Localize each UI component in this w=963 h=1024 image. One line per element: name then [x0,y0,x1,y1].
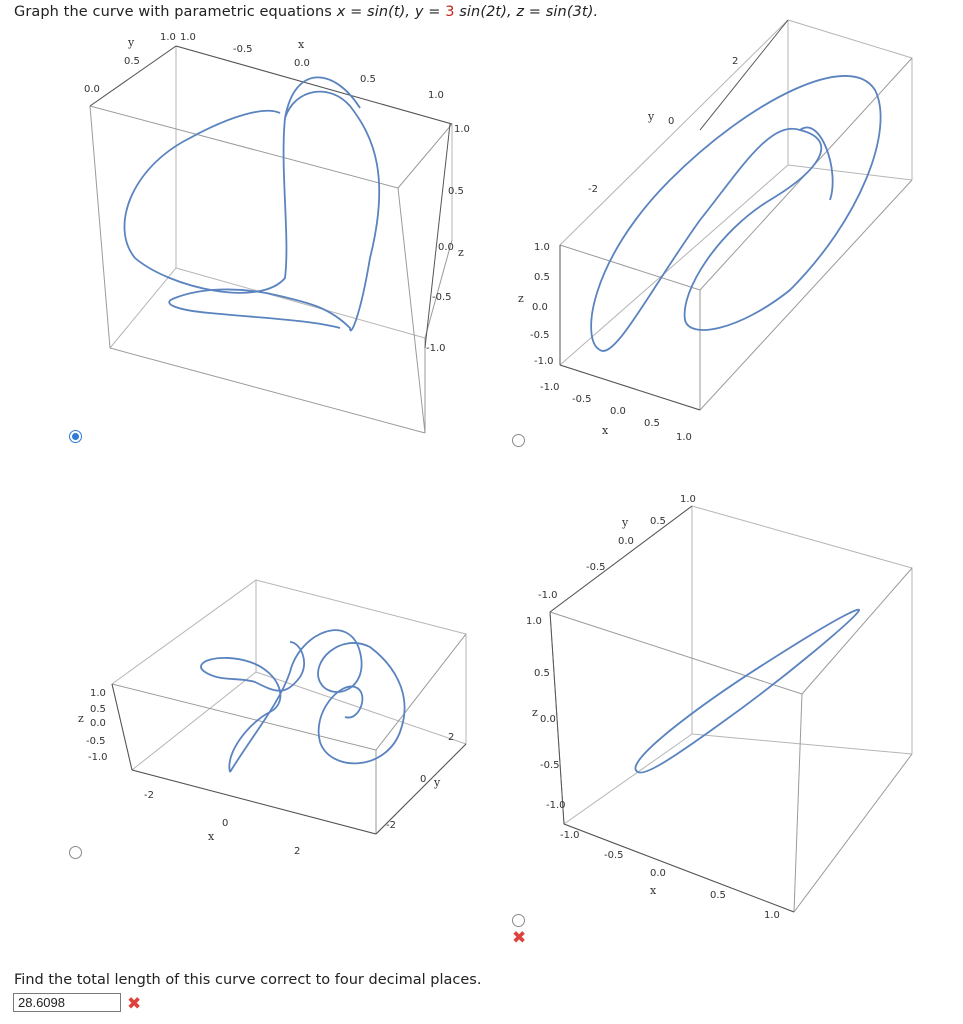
equation-y-post: sin(2t), [459,4,512,20]
plot-d-svg [520,494,920,924]
plot-a-top-tick: 1.0 [160,32,176,43]
plot-d-x-tick: -1.0 [560,830,580,841]
question-text [14,4,598,20]
plot-d-z-tick: -0.5 [540,760,560,771]
plot-b-z-tick: -1.0 [534,356,554,367]
equation-y-pre: y = [414,4,441,20]
plot-d-x-tick: 1.0 [764,910,780,921]
plot-a-z-tick: -0.5 [432,292,452,303]
plot-a-svg [80,28,480,433]
plot-b-x-tick: -1.0 [540,382,560,393]
plot-a-x-tick: 1.0 [428,90,444,101]
plot-b-z-tick: -0.5 [530,330,550,341]
plot-d-y-tick: 0.0 [618,536,634,547]
plot-c-y-tick: 2 [448,732,455,743]
plot-a-x-axis-label: x [298,38,305,51]
plot-b-svg [518,20,920,443]
plot-d-y-axis-label: y [622,516,629,529]
plot-b-y-tick: 0 [668,116,675,127]
plot-b-y-axis-label: y [648,110,655,123]
option-d-radio[interactable] [512,914,525,927]
plot-b-x-tick: 0.0 [610,406,626,417]
plot-a-y-tick: 0.5 [124,56,140,67]
plot-option-c [80,572,480,862]
plot-a-x-tick: -0.5 [233,44,253,55]
plot-d-x-tick: 0.5 [710,890,726,901]
plot-c-y-tick: 0 [420,774,427,785]
plot-a-z-tick: 1.0 [454,124,470,135]
plot-c-x-axis-label: x [208,830,215,843]
plot-a-top-tick: 1.0 [180,32,196,43]
plot-a-y-axis-label: y [128,36,135,49]
plot-c-x-tick: 2 [294,846,301,857]
plot-d-y-tick: 1.0 [680,494,696,505]
plot-b-x-axis-label: x [602,424,609,437]
plot-c-z-tick: -0.5 [86,736,106,747]
plot-option-a [80,28,480,433]
plot-d-y-tick: -0.5 [586,562,606,573]
plot-a-z-axis-label: z [458,246,464,259]
plot-c-z-tick: -1.0 [88,752,108,763]
option-b-radio[interactable] [512,434,525,447]
plot-d-z-tick: 0.5 [534,668,550,679]
plot-b-x-tick: 1.0 [676,432,692,443]
plot-option-b [518,20,920,443]
plot-d-z-axis-label: z [532,706,538,719]
plot-a-z-tick: 0.0 [438,242,454,253]
equation-y-coefficient: 3 [445,4,455,20]
plot-c-y-axis-label: y [434,776,441,789]
question-prefix: Graph the curve with parametric equations [14,4,332,20]
plot-c-z-tick: 0.0 [90,718,106,729]
plot-c-svg [80,572,480,862]
plot-d-z-tick: 0.0 [540,714,556,725]
part2-prompt: Find the total length of this curve correct to four decimal places. [14,972,482,988]
plot-c-x-tick: -2 [144,790,154,801]
plot-b-z-tick: 0.0 [532,302,548,313]
plot-b-y-tick: 2 [732,56,739,67]
plot-b-x-tick: -0.5 [572,394,592,405]
option-a-radio[interactable] [69,430,82,443]
plot-b-z-tick: 1.0 [534,242,550,253]
arc-length-answer-input[interactable]: 28.6098 [13,993,121,1012]
plot-c-x-tick: 0 [222,818,229,829]
plot-c-z-tick: 1.0 [90,688,106,699]
plot-c-y-tick: -2 [386,820,396,831]
plot-d-x-tick: 0.0 [650,868,666,879]
equation-x: x = sin(t), [336,4,411,20]
plot-c-z-tick: 0.5 [90,704,106,715]
plot-d-x-axis-label: x [650,884,657,897]
plot-b-z-axis-label: z [518,292,524,305]
wrong-mark-icon: ✖ [512,928,527,948]
plot-d-z-tick: -1.0 [546,800,566,811]
plot-a-z-tick: -1.0 [426,343,446,354]
plot-a-z-tick: 0.5 [448,186,464,197]
plot-b-y-tick: -2 [588,184,598,195]
wrong-mark-icon: ✖ [127,994,142,1014]
equation-z: z = sin(3t). [516,4,599,20]
option-c-radio[interactable] [69,846,82,859]
plot-a-x-tick: 0.5 [360,74,376,85]
plot-c-z-axis-label: z [78,712,84,725]
plot-d-y-tick: -1.0 [538,590,558,601]
plot-a-y-tick: 0.0 [84,84,100,95]
plot-option-d [520,494,920,924]
plot-d-x-tick: -0.5 [604,850,624,861]
plot-b-z-tick: 0.5 [534,272,550,283]
plot-b-x-tick: 0.5 [644,418,660,429]
plot-a-x-tick: 0.0 [294,58,310,69]
plot-d-y-tick: 0.5 [650,516,666,527]
plot-d-z-tick: 1.0 [526,616,542,627]
